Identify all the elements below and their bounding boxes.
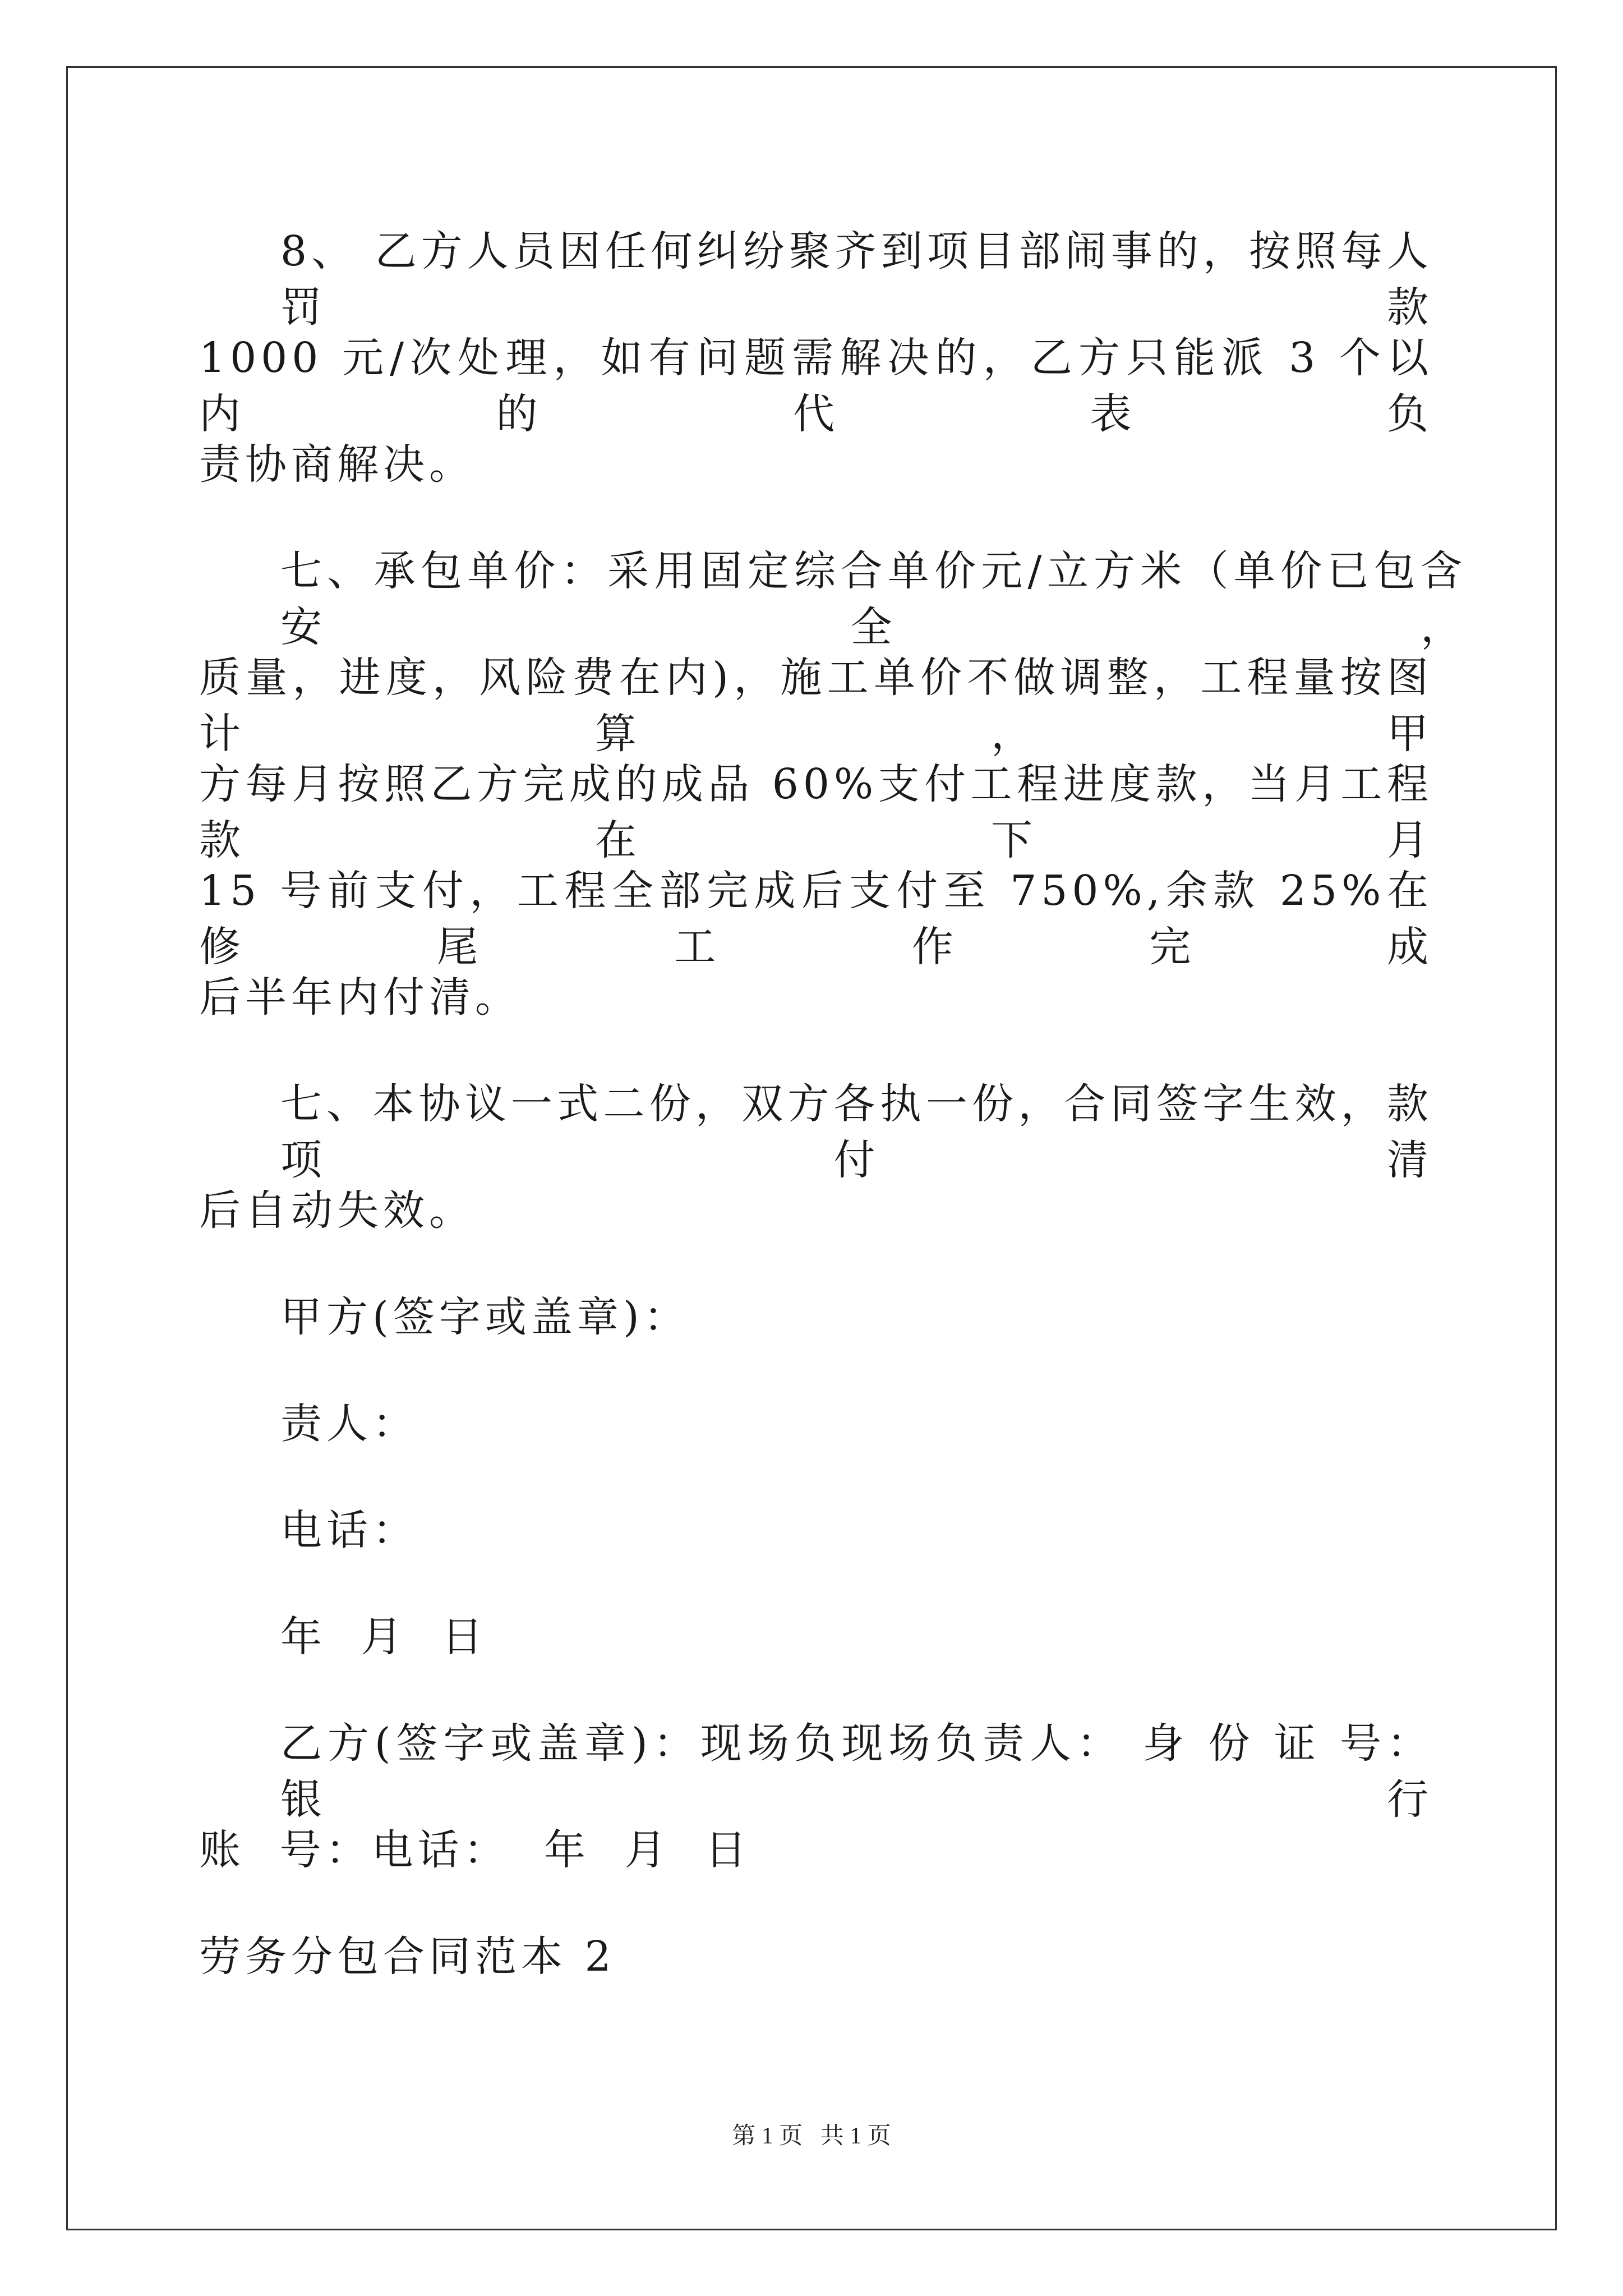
paragraph-price-line-4: 15 号前支付，工程全部完成后支付至 750%,余款 25%在修尾工作完成 xyxy=(199,867,1433,971)
paragraph-8-line-2: 1000 元/次处理，如有问题需解决的，乙方只能派 3 个以内的代表负 xyxy=(199,334,1433,438)
paragraph-agreement-line-2: 后自动失效。 xyxy=(199,1186,475,1235)
party-a-responsible-label: 责人： xyxy=(280,1400,418,1448)
paragraph-price-line-1: 七、承包单价：采用固定综合单价元/立方米（单价已包含安全， xyxy=(280,547,1467,651)
paragraph-price-line-3: 方每月按照乙方完成的成品 60%支付工程进度款，当月工程款在下月 xyxy=(199,760,1433,864)
section-heading: 劳务分包合同范本 2 xyxy=(199,1932,616,1981)
paragraph-agreement-line-1: 七、本协议一式二份，双方各执一份，合同签字生效，款项付清 xyxy=(280,1080,1433,1184)
party-b-line-1: 乙方(签字或盖章)：现场负现场负责人： 身 份 证 号： 银 行 xyxy=(280,1719,1433,1824)
paragraph-8-line-3: 责协商解决。 xyxy=(199,440,475,489)
party-a-signature-label: 甲方(签字或盖章)： xyxy=(280,1293,690,1341)
party-a-date-label: 年 月 日 xyxy=(280,1613,488,1661)
paragraph-price-line-2: 质量，进度，风险费在内)，施工单价不做调整，工程量按图计算，甲 xyxy=(199,654,1433,758)
party-b-line-2: 账 号：电话： 年 月 日 xyxy=(199,1826,751,1874)
party-a-phone-label: 电话： xyxy=(280,1506,418,1554)
page-footer: 第 1 页 共 1 页 xyxy=(732,2123,891,2149)
paragraph-price-line-5: 后半年内付清。 xyxy=(199,973,521,1022)
paragraph-8-line-1: 8、 乙方人员因任何纠纷聚齐到项目部闹事的，按照每人罚款 xyxy=(280,227,1433,332)
